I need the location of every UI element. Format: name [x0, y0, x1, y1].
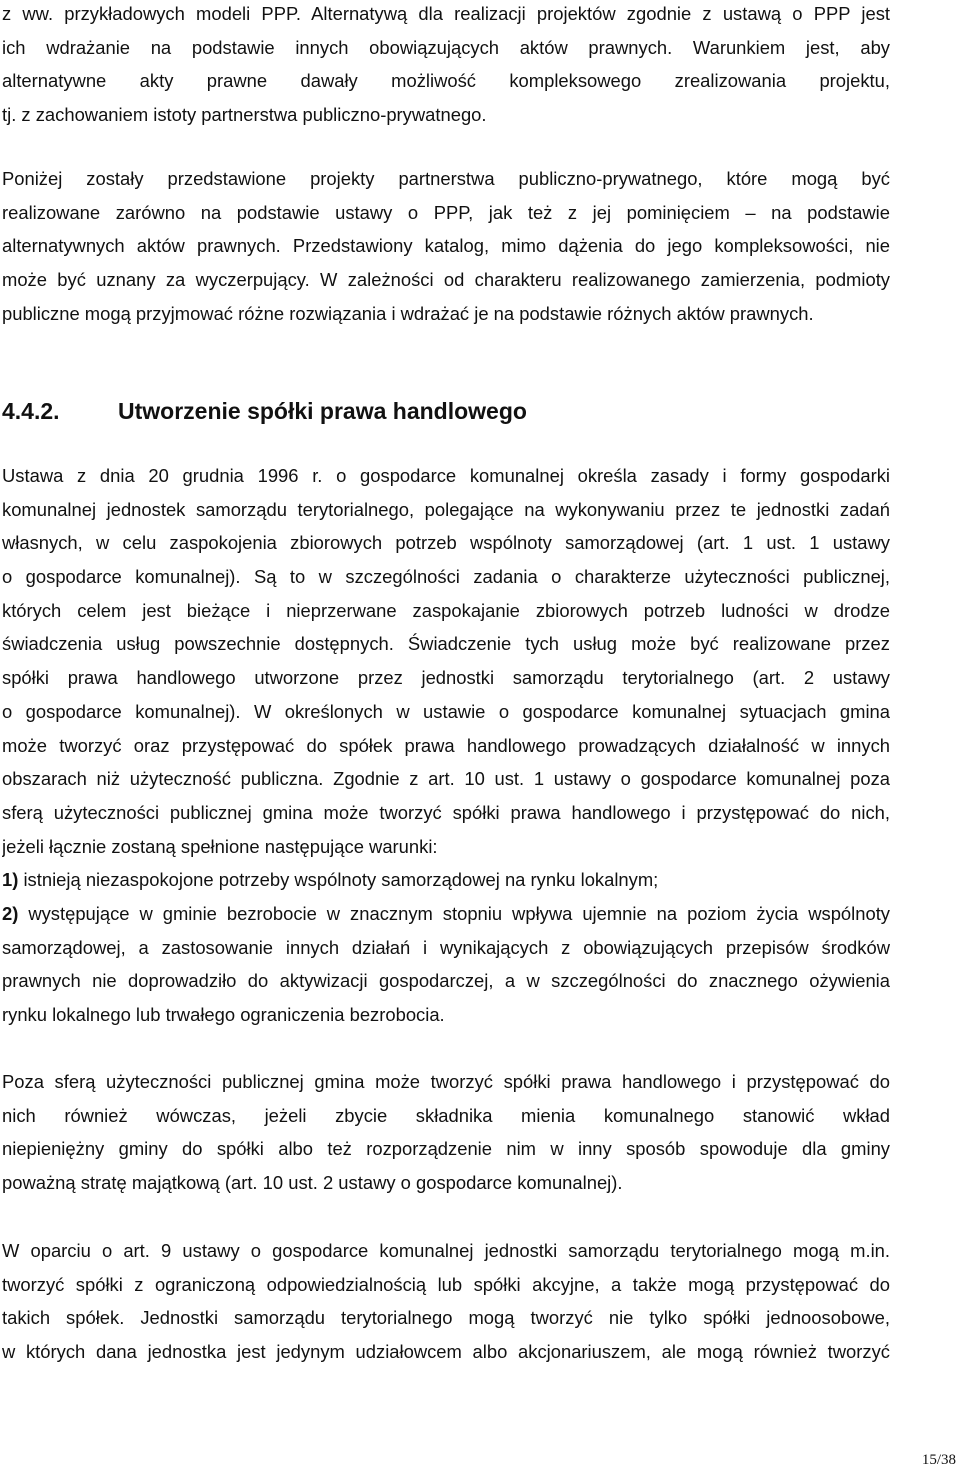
text-line: w których dana jednostka jest jedynym udziałowcem albo akcjonariuszem, ale mogą również tworzyć [2, 1341, 890, 1363]
text-line: komunalnej jednostek samorządu terytorialnego, polegające na wykonywaniu przez te jednostki zadań [2, 498, 890, 520]
text-line: obszarach niż użyteczność publiczna. Zgodnie z art. 10 ust. 1 ustawy o gospodarce komunalnej poza [2, 768, 890, 790]
text-line: Poza sferą użyteczności publicznej gmina może tworzyć spółki prawa handlowego i przystępować do [2, 1071, 890, 1092]
text-line: takich spółek. Jednostki samorządu terytorialnego mogą tworzyć nie tylko spółki jednoosobowe, [2, 1307, 890, 1329]
condition-text: występujące w gminie bezrobocie w znacznym stopniu wpływa ujemnie na poziom życia wspólnoty [18, 902, 890, 924]
text-line: świadczenia usług powszechnie dostępnych. Świadczenie tych usług może być realizowane przez [2, 633, 890, 655]
text-line: rynku lokalnego lub trwałego ograniczenia bezrobocia. [2, 1004, 445, 1025]
text-line: własnych, w celu zaspokojenia zbiorowych potrzeb wspólnoty samorządowej (art. 1 ust. 1 ustawy [2, 532, 890, 554]
condition-2 [2, 897, 890, 931]
text-line: publiczne mogą przyjmować różne rozwiązania i wdrażać je na podstawie różnych aktów prawnych. [2, 302, 814, 324]
text-line: alternatywnych aktów prawnych. Przedstawiony katalog, mimo dążenia do jego kompleksowości, nie [2, 235, 890, 257]
condition-marker: 2) [2, 902, 19, 924]
text-line: nich również wówczas, jeżeli zbycie składnika mienia komunalnego stanowić wkład [2, 1104, 890, 1126]
text-line: może być uznany za wyczerpujący. W zależności od charakteru realizowanego zamierzenia, podmioty [2, 269, 890, 291]
text-line: spółki prawa handlowego utworzone przez jednostki samorządu terytorialnego (art. 2 ustawy [2, 667, 890, 689]
section-heading [2, 391, 527, 431]
text-line: alternatywne akty prawne dawały możliwość kompleksowego zrealizowania projektu, [2, 70, 890, 92]
condition-text: istnieją niezaspokojone potrzeby wspólnoty samorządowej na rynku lokalnym; [18, 869, 659, 891]
text-line: ich wdrażanie na podstawie innych obowiązujących aktów prawnych. Warunkiem jest, aby [2, 36, 890, 58]
section-title: Utworzenie spółki prawa handlowego [118, 398, 527, 424]
paragraph-law [2, 459, 890, 1032]
text-line: sferą użyteczności publicznej gmina może tworzyć spółki prawa handlowego i przystępować do nich, [2, 801, 890, 823]
text-line: W oparciu o art. 9 ustawy o gospodarce komunalnej jednostki samorządu terytorialnego mogą m.in. [2, 1240, 890, 1261]
paragraph-art9 [2, 1234, 890, 1369]
text-line: niepieniężny gminy do spółki albo też rozporządzenie nim w inny sposób spowoduje dla gminy [2, 1138, 890, 1160]
text-line: Ustawa z dnia 20 grudnia 1996 r. o gospodarce komunalnej określa zasady i formy gospodarki [2, 465, 890, 486]
text-line: tworzyć spółki z ograniczoną odpowiedzialnością lub spółki akcyjne, a także mogą przystępować do [2, 1273, 890, 1295]
text-line: prawnych nie doprowadziło do aktywizacji gospodarczej, a w szczególności do znacznego ożywienia [2, 970, 890, 992]
text-line: tj. z zachowaniem istoty partnerstwa publiczno-prywatnego. [2, 104, 487, 126]
text-line: poważną stratę majątkową (art. 10 ust. 2 ustawy o gospodarce komunalnej). [2, 1172, 623, 1194]
section-number: 4.4.2. [2, 398, 60, 424]
text-line: o gospodarce komunalnej). W określonych w ustawie o gospodarce komunalnej sytuacjach gmina [2, 700, 890, 722]
text-line: Poniżej zostały przedstawione projekty partnerstwa publiczno-prywatnego, które mogą być [2, 168, 890, 189]
page-number: 15/38 [921, 1452, 956, 1468]
text-line: samorządowej, a zastosowanie innych działań i wynikających z obowiązujących przepisów środków [2, 936, 890, 958]
text-line: realizowane zarówno na podstawie ustawy o PPP, jak też z jej pominięciem – na podstawie [2, 201, 890, 223]
text-line: o gospodarce komunalnej). Są to w szczególności zadania o charakterze użyteczności publicznej, [2, 566, 890, 588]
text-line: z ww. przykładowych modeli PPP. Alternatywą dla realizacji projektów zgodnie z ustawą o PPP jest [2, 3, 890, 24]
text-line: jeżeli łącznie zostaną spełnione następujące warunki: [2, 835, 438, 857]
paragraph-intro [2, 0, 890, 132]
condition-marker: 1) [2, 869, 19, 891]
text-line: których celem jest bieżące i nieprzerwane zaspokajanie zbiorowych potrzeb ludności w drodze [2, 599, 890, 621]
paragraph-outside-utility [2, 1065, 890, 1200]
paragraph-projects [2, 162, 890, 330]
condition-1 [2, 863, 890, 897]
text-line: może tworzyć oraz przystępować do spółek prawa handlowego prowadzących działalność w innych [2, 734, 890, 756]
